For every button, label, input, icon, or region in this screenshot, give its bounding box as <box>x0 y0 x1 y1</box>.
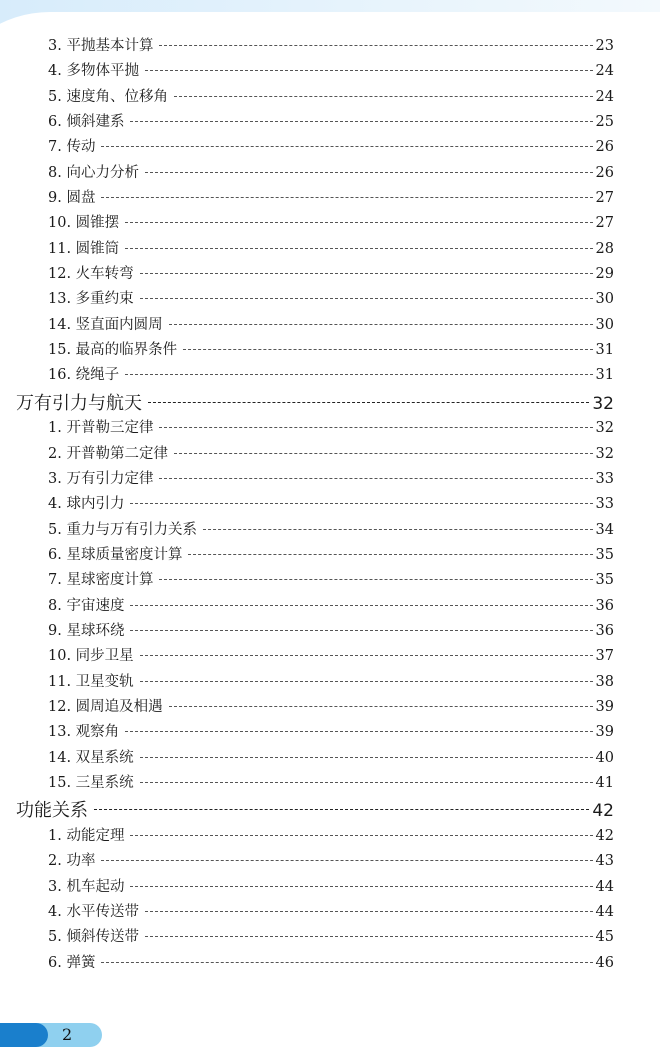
toc-entry-title: 5. 倾斜传送带 <box>48 929 139 946</box>
toc-page-number: 23 <box>595 38 614 54</box>
toc-page-number: 37 <box>595 648 614 665</box>
toc-leader-dots <box>125 374 592 375</box>
toc-leader-dots <box>169 706 593 707</box>
toc-page-number: 26 <box>595 139 614 156</box>
toc-entry-title: 万有引力与航天 <box>16 392 142 414</box>
toc-entry-title: 4. 球内引力 <box>48 496 125 513</box>
toc-leader-dots <box>101 197 592 198</box>
toc-page-number: 46 <box>595 954 614 971</box>
toc-page-number: 25 <box>595 114 614 131</box>
toc-leader-dots <box>145 70 593 71</box>
toc-page-number: 42 <box>592 801 614 822</box>
toc-page-number: 28 <box>595 240 614 257</box>
toc-entry-title: 3. 万有引力定律 <box>48 471 154 487</box>
toc-entry[interactable] <box>0 363 660 388</box>
toc-page-number: 35 <box>595 547 614 564</box>
toc-page-number: 44 <box>595 878 614 895</box>
toc-leader-dots <box>101 860 592 861</box>
toc-entry[interactable] <box>0 951 660 976</box>
toc-page-number: 42 <box>595 827 614 844</box>
toc-entry-title: 4. 多物体平抛 <box>48 63 139 80</box>
toc-entry-title: 11. 圆锥筒 <box>48 240 120 257</box>
toc-entry-title: 1. 动能定理 <box>48 827 125 844</box>
toc-leader-dots <box>159 427 592 428</box>
toc-page-number: 33 <box>595 471 614 487</box>
toc-page-number: 24 <box>595 63 614 80</box>
toc-page-number: 32 <box>595 420 614 437</box>
toc-entry-title: 3. 机车起动 <box>48 878 125 895</box>
toc-entry-title: 3. 平抛基本计算 <box>48 38 154 54</box>
toc-entry-title: 2. 功率 <box>48 853 96 870</box>
page-number: 2 <box>62 1025 73 1044</box>
toc-entry[interactable] <box>0 695 660 720</box>
toc-leader-dots <box>125 731 592 732</box>
toc-section[interactable] <box>0 796 660 824</box>
toc-page-number: 44 <box>595 904 614 920</box>
toc-entry[interactable] <box>0 34 660 59</box>
toc-page-number: 33 <box>595 496 614 513</box>
toc-entry[interactable] <box>0 875 660 900</box>
toc-entry[interactable] <box>0 85 660 110</box>
toc-entry[interactable] <box>0 900 660 925</box>
toc-entry[interactable] <box>0 492 660 517</box>
toc-entry[interactable] <box>0 824 660 849</box>
toc-leader-dots <box>130 605 592 606</box>
toc-leader-dots <box>183 349 592 350</box>
toc-page-number: 36 <box>595 597 614 614</box>
toc-leader-dots <box>159 579 592 580</box>
toc-leader-dots <box>203 529 593 530</box>
toc-page-number: 30 <box>595 291 614 308</box>
toc-page-number: 24 <box>595 88 614 105</box>
toc-leader-dots <box>130 886 592 887</box>
toc-entry[interactable] <box>0 211 660 236</box>
toc-entry-title: 8. 向心力分析 <box>48 164 139 181</box>
toc-entry-title: 14. 双星系统 <box>48 749 134 766</box>
toc-leader-dots <box>145 936 593 937</box>
toc-page-number: 36 <box>595 623 614 640</box>
toc-page-number: 32 <box>592 393 614 414</box>
toc-entry[interactable] <box>0 110 660 135</box>
toc-leader-dots <box>125 248 592 249</box>
toc-page-number: 31 <box>595 367 614 384</box>
toc-page-number: 32 <box>595 445 614 462</box>
toc-entry-title: 15. 三星系统 <box>48 775 134 792</box>
toc-page-number: 45 <box>595 929 614 946</box>
toc-entry-title: 15. 最高的临界条件 <box>48 342 178 359</box>
toc-page-number: 43 <box>595 853 614 870</box>
toc-page-number: 26 <box>595 164 614 181</box>
toc-entry[interactable] <box>0 467 660 492</box>
toc-page-number: 34 <box>595 521 614 538</box>
toc-entry[interactable] <box>0 619 660 644</box>
toc-page-number: 27 <box>595 215 614 232</box>
toc-entry-title: 11. 卫星变轨 <box>48 673 134 690</box>
toc-entry-title: 16. 绕绳子 <box>48 367 120 384</box>
toc-entry-title: 10. 同步卫星 <box>48 648 134 665</box>
toc-leader-dots <box>174 453 593 454</box>
toc-entry[interactable] <box>0 416 660 441</box>
toc-leader-dots <box>140 757 593 758</box>
toc-entry[interactable] <box>0 186 660 211</box>
toc-entry-title: 2. 开普勒第二定律 <box>48 445 168 462</box>
toc-leader-dots <box>140 273 593 274</box>
toc-leader-dots <box>174 96 593 97</box>
toc-entry-title: 7. 星球密度计算 <box>48 572 154 589</box>
toc-leader-dots <box>101 962 592 963</box>
toc-entry[interactable] <box>0 237 660 262</box>
toc-entry-title: 1. 开普勒三定律 <box>48 420 154 437</box>
toc-entry-title: 9. 星球环绕 <box>48 623 125 640</box>
toc-entry[interactable] <box>0 670 660 695</box>
toc-entry-title: 6. 弹簧 <box>48 954 96 971</box>
footer-page-tab-accent <box>0 1023 48 1047</box>
toc-entry[interactable] <box>0 849 660 874</box>
toc-entry-title: 5. 速度角、位移角 <box>48 88 168 105</box>
toc-page-number: 29 <box>595 266 614 283</box>
toc-entry[interactable] <box>0 161 660 186</box>
toc-entry[interactable] <box>0 442 660 467</box>
toc-entry-title: 6. 星球质量密度计算 <box>48 547 183 564</box>
toc-entry[interactable] <box>0 262 660 287</box>
toc-leader-dots <box>159 45 592 46</box>
toc-entry-title: 12. 圆周追及相遇 <box>48 699 163 716</box>
toc-leader-dots <box>125 222 592 223</box>
toc-leader-dots <box>101 146 592 147</box>
toc-entry-title: 10. 圆锥摆 <box>48 215 120 232</box>
toc-entry[interactable] <box>0 313 660 338</box>
toc-entry-title: 6. 倾斜建系 <box>48 114 125 131</box>
toc-entry[interactable] <box>0 287 660 312</box>
toc-leader-dots <box>148 402 589 403</box>
toc-leader-dots <box>140 782 593 783</box>
toc-entry-title: 13. 观察角 <box>48 724 120 741</box>
toc-entry[interactable] <box>0 771 660 796</box>
toc-page-number: 27 <box>595 190 614 207</box>
toc-page-number: 39 <box>595 699 614 716</box>
toc-leader-dots <box>140 681 593 682</box>
toc-leader-dots <box>159 478 592 479</box>
toc-entry-title: 12. 火车转弯 <box>48 266 134 283</box>
toc-leader-dots <box>169 324 593 325</box>
toc-entry-title: 4. 水平传送带 <box>48 904 139 920</box>
toc-page-number: 39 <box>595 724 614 741</box>
toc-entry[interactable] <box>0 338 660 363</box>
toc-leader-dots <box>130 121 592 122</box>
toc-entry-title: 7. 传动 <box>48 139 96 156</box>
toc-entry[interactable] <box>0 644 660 669</box>
toc-entry-title: 14. 竖直面内圆周 <box>48 316 163 333</box>
toc-entry[interactable] <box>0 720 660 745</box>
toc-page-number: 40 <box>595 749 614 766</box>
toc-entry[interactable] <box>0 746 660 771</box>
toc-entry-title: 9. 圆盘 <box>48 190 96 207</box>
toc-page-number: 38 <box>595 673 614 690</box>
toc-leader-dots <box>130 503 592 504</box>
toc-section[interactable] <box>0 389 660 417</box>
toc-leader-dots <box>145 911 593 912</box>
toc-page-number: 41 <box>595 775 614 792</box>
table-of-contents <box>0 34 660 976</box>
toc-entry[interactable] <box>0 568 660 593</box>
toc-entry[interactable] <box>0 59 660 84</box>
toc-leader-dots <box>94 809 589 810</box>
toc-leader-dots <box>140 298 593 299</box>
toc-page-number: 30 <box>595 316 614 333</box>
toc-entry[interactable] <box>0 925 660 950</box>
toc-entry[interactable] <box>0 594 660 619</box>
toc-entry[interactable] <box>0 518 660 543</box>
toc-entry-title: 5. 重力与万有引力关系 <box>48 521 197 538</box>
toc-leader-dots <box>140 655 593 656</box>
toc-leader-dots <box>130 630 592 631</box>
toc-entry-title: 13. 多重约束 <box>48 291 134 308</box>
toc-entry-title: 8. 宇宙速度 <box>48 597 125 614</box>
toc-leader-dots <box>188 554 592 555</box>
toc-leader-dots <box>145 172 593 173</box>
toc-leader-dots <box>130 835 592 836</box>
toc-page-number: 35 <box>595 572 614 589</box>
toc-entry[interactable] <box>0 543 660 568</box>
toc-entry[interactable] <box>0 135 660 160</box>
toc-page-number: 31 <box>595 342 614 359</box>
toc-entry-title: 功能关系 <box>16 800 88 822</box>
